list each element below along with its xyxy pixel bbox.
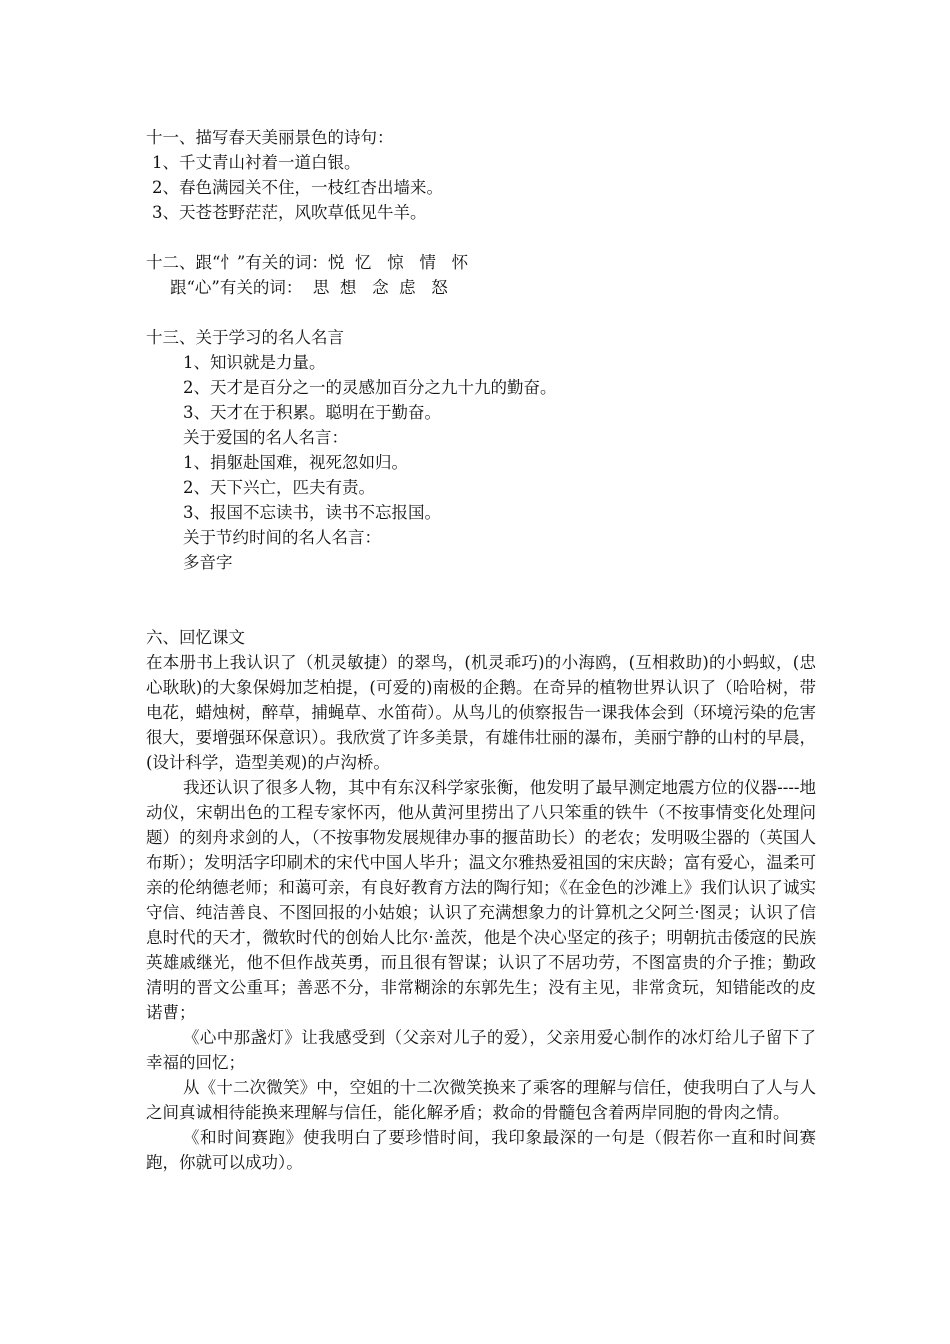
patriot-quote-3: 3、报国不忘读书，读书不忘报国。: [183, 503, 441, 522]
review-paragraph-4: 从《十二次微笑》中，空姐的十二次微笑换来了乘客的理解与信任，使我明白了人与人之间真诚相待能换来理解与信任，能化解矛盾；救命的骨髓包含着两岸同胞的骨肉之情。: [146, 1078, 816, 1122]
section-13-title: 十三、关于学习的名人名言: [146, 328, 344, 347]
section-11-title: 十一、描写春天美丽景色的诗句：: [146, 128, 394, 147]
study-quote-1: 1、知识就是力量。: [183, 353, 326, 372]
polyphonic-heading: 多音字: [183, 553, 233, 572]
section-12-line-1: 十二、跟“忄”有关的词：悦 忆 惊 情 怀: [146, 253, 469, 272]
patriot-quote-1: 1、捐躯赴国难，视死忽如归。: [183, 453, 408, 472]
section-6-title: 六、回忆课文: [146, 628, 245, 647]
review-paragraph-3: 《心中那盏灯》让我感受到（父亲对儿子的爱），父亲用爱心制作的冰灯给儿子留下了幸福的回忆；: [146, 1028, 816, 1072]
poem-line-2: 2、春色满园关不住，一枝红杏出墙来。: [152, 178, 443, 197]
patriot-quotes-title: 关于爱国的名人名言：: [183, 428, 348, 447]
review-paragraph-2: 我还认识了很多人物，其中有东汉科学家张衡，他发明了最早测定地震方位的仪器----地动仪，宋朝出色的工程专家怀丙，他从黄河里捞出了八只笨重的铁牛（不按事情变化处理问题）的刻舟求剑的人，（不按事物发展规律办事的揠苗助长）的老农；发明吸尘器的（英国人布斯）；发明活字印刷术的宋代中国人毕升；温文尔雅热爱祖国的宋庆龄；富有爱心，温柔可亲的伦纳德老师；和蔼可亲，有良好教育方法的陶行知；《在金色的沙滩上》我们认识了诚实守信、纯洁善良、不图回报的小姑娘；认识了充满想象力的计算机之父阿兰·图灵；认识了信息时代的天才，微软时代的创始人比尔·盖茨，他是个决心坚定的孩子；明朝抗击倭寇的民族英雄戚继光，他不但作战英勇，而且很有智谋；认识了不居功劳，不图富贵的介子推；勤政清明的晋文公重耳；善恶不分，非常糊涂的东郭先生；没有主见，非常贪玩，知错能改的皮诺曹；: [146, 778, 816, 1022]
study-quote-3: 3、天才在于积累。聪明在于勤奋。: [183, 403, 441, 422]
poem-line-1: 1、千丈青山衬着一道白银。: [152, 153, 361, 172]
review-paragraph-5: 《和时间赛跑》使我明白了要珍惜时间，我印象最深的一句是（假若你一直和时间赛跑，你就可以成功）。: [146, 1128, 816, 1172]
poem-line-3: 3、天苍苍野茫茫，风吹草低见牛羊。: [152, 203, 427, 222]
section-12-line-2: 跟“心”有关的词： 思 想 念 虑 怒: [170, 278, 448, 297]
review-text: [146, 650, 816, 1175]
patriot-quote-2: 2、天下兴亡，匹夫有责。: [183, 478, 375, 497]
study-quote-2: 2、天才是百分之一的灵感加百分之九十九的勤奋。: [183, 378, 557, 397]
review-paragraph-1: 在本册书上我认识了（机灵敏捷）的翠鸟，(机灵乖巧)的小海鸥，(互相救助)的小蚂蚁，(忠心耿耿)的大象保姆加芝柏提，(可爱的)南极的企鹅。在奇异的植物世界认识了（哈哈树，带电花，蜡烛树，醉草，捕蝇草、水笛荷）。从鸟儿的侦察报告一课我体会到（环境污染的危害很大，要增强环保意识）。我欣赏了许多美景，有雄伟壮丽的瀑布，美丽宁静的山村的早晨，(设计科学，造型美观)的卢沟桥。: [146, 653, 816, 772]
time-quotes-title: 关于节约时间的名人名言：: [183, 528, 381, 547]
